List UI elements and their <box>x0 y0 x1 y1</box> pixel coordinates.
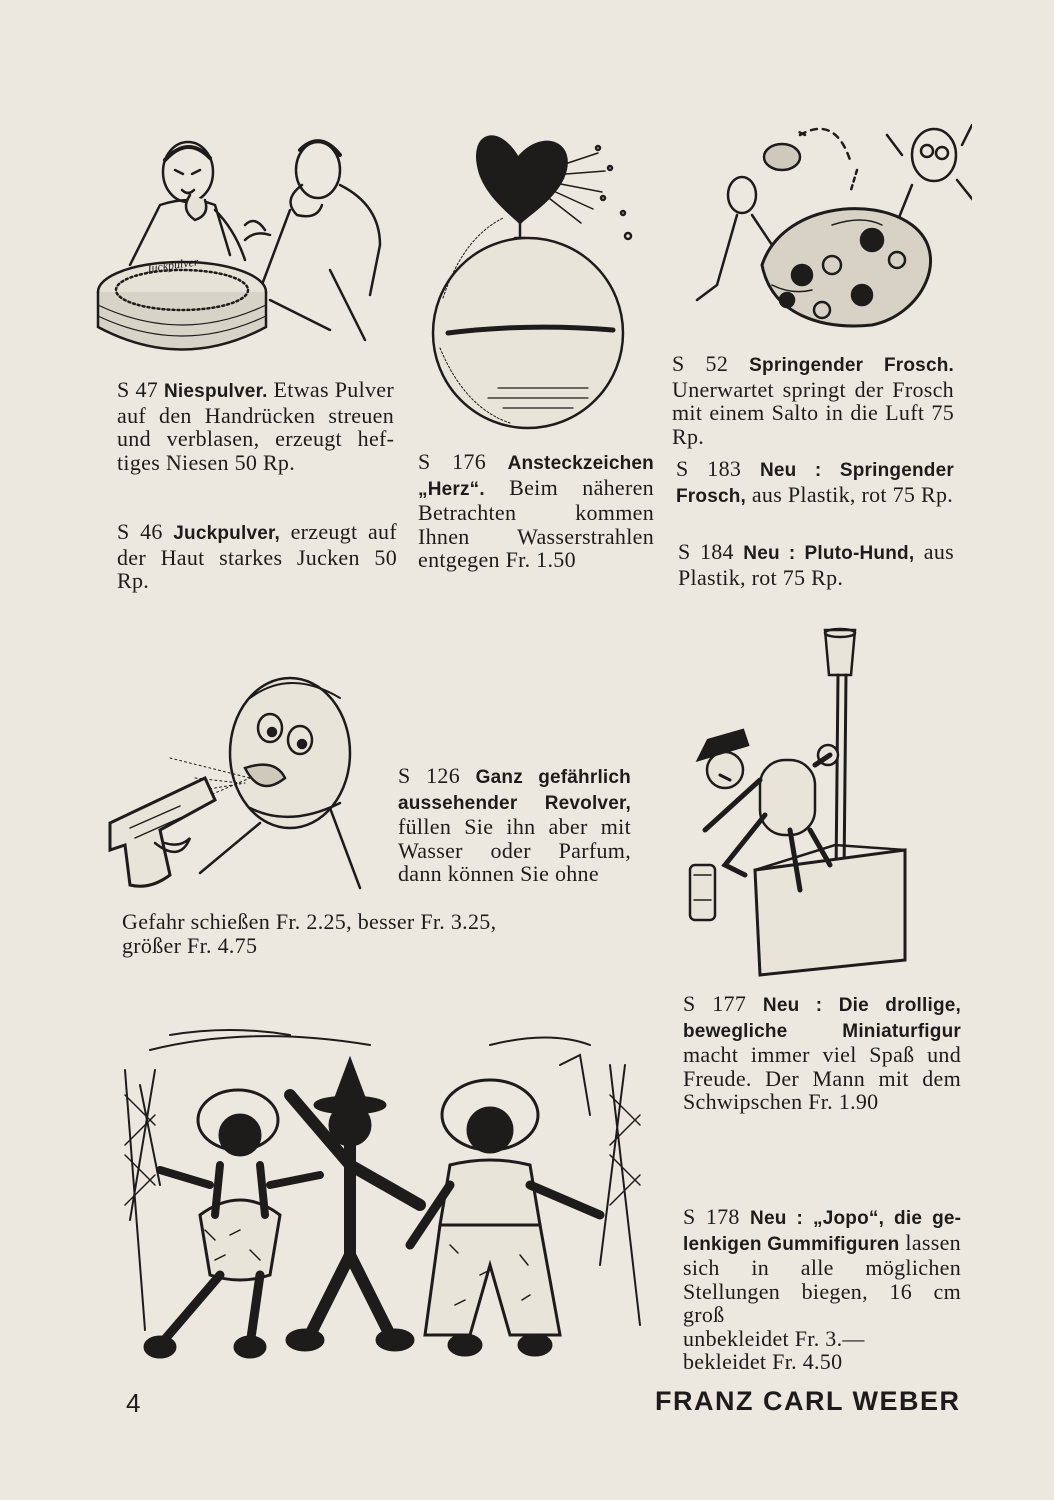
item-code: S 176 <box>418 449 486 474</box>
item-desc: bekleidet <box>683 1349 767 1374</box>
item-s184 <box>678 540 954 589</box>
item-desc: aus Plastik, rot <box>751 481 887 507</box>
item-name: Neu : „Jopo“, die gelenkigen Gummifiguren <box>683 1208 961 1255</box>
item-price: 75 Rp. <box>782 564 844 590</box>
sneezing-powder-illustration <box>90 130 395 360</box>
item-price: Fr. 1.90 <box>808 1089 879 1114</box>
item-s47 <box>117 378 394 474</box>
revolver-illustration <box>100 658 390 908</box>
item-name: Neu : Pluto-Hund, <box>743 543 915 564</box>
item-price: 50 Rp. <box>117 544 397 593</box>
page-number: 4 <box>126 1388 141 1418</box>
item-name: Ganz gefährlich aussehender Revolver, <box>398 767 631 814</box>
item-desc: erzeugt auf der Haut starkes Jucken <box>117 519 397 570</box>
item-code: S 52 <box>672 351 729 376</box>
item-desc: besser <box>357 909 415 934</box>
item-code: S 184 <box>678 539 734 564</box>
item-code: S 183 <box>676 456 742 481</box>
item-desc: lassen sich in alle möglichen Stellungen biegen, 16 cm groß <box>683 1229 961 1327</box>
item-desc: füllen Sie ihn aber mit Wasser oder Parfum, dann können Sie ohne <box>398 814 631 886</box>
item-s178 <box>683 1205 961 1374</box>
item-price: 75 Rp. <box>892 481 954 507</box>
heart-badge-illustration <box>428 118 660 438</box>
brand-name: FRANZ CARL WEBER <box>655 1386 961 1416</box>
item-desc: unbekleidet <box>683 1325 789 1351</box>
item-desc: Gefahr schießen <box>122 909 271 934</box>
item-desc: Etwas Pulver auf den Handrücken streuen und verblasen, erzeugt heftiges Niesen <box>117 377 394 475</box>
item-price: Fr. 3.— <box>794 1325 865 1351</box>
miniature-figure-illustration <box>680 625 930 983</box>
item-s126-prices <box>122 910 642 957</box>
item-s52 <box>672 352 954 448</box>
item-price: Fr. 1.50 <box>505 547 576 572</box>
item-desc: macht immer viel Spaß und Freude. Der Mann mit dem Schwipschen <box>683 1042 961 1114</box>
item-price: Fr. 4.75 <box>187 932 258 958</box>
jopo-figures-illustration <box>110 1025 670 1370</box>
item-code: S 178 <box>683 1204 740 1229</box>
item-code: S 177 <box>683 991 747 1016</box>
item-name: Ansteckzeichen „Herz“. <box>418 453 654 500</box>
item-desc: aus Plastik, rot <box>678 539 954 590</box>
item-code: S 46 <box>117 519 163 544</box>
item-price: Fr. 3.25, <box>420 909 497 934</box>
item-s176 <box>418 450 654 572</box>
item-name: Springender Frosch. <box>749 355 954 376</box>
item-desc: größer <box>122 932 182 958</box>
item-name: Neu : Die drollige, bewegliche Miniaturfigur <box>683 995 961 1042</box>
item-price: Fr. 2.25, <box>275 909 352 934</box>
item-s46 <box>117 520 397 593</box>
item-price: Fr. 4.50 <box>772 1349 843 1374</box>
item-desc: Beim näheren Betrachten kommen Ihnen Wasserstrahlen entgegen <box>418 474 654 572</box>
item-name: Niespulver. <box>164 381 268 402</box>
item-s126 <box>398 764 631 886</box>
item-s177 <box>683 992 961 1114</box>
item-desc: Unerwartet springt der Frosch mit einem Salto in die Luft <box>672 376 954 425</box>
item-price: 75 Rp. <box>672 400 954 449</box>
item-price: 50 Rp. <box>234 449 296 475</box>
item-name: Neu : Springender Frosch, <box>676 460 954 507</box>
item-code: S 126 <box>398 763 461 788</box>
item-code: S 47 <box>117 377 159 402</box>
item-name: Juckpulver, <box>173 523 281 544</box>
item-s183 <box>676 457 954 508</box>
jumping-frog-illustration <box>672 115 972 345</box>
can-lid-label: Juckpulver <box>145 254 200 276</box>
